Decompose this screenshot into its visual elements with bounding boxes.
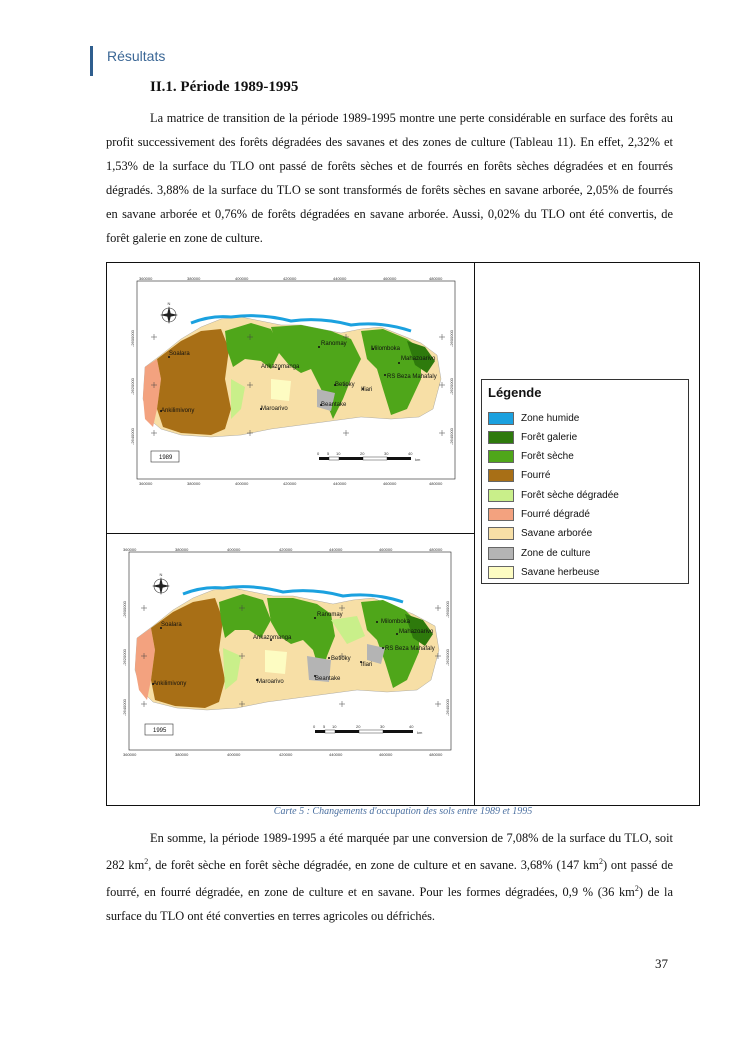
- legend-label: Savane herbeuse: [521, 566, 600, 578]
- place-label: Maroarivo: [261, 406, 288, 412]
- map-legend: [481, 379, 689, 584]
- paragraph-2-text-4: ) de la surface du TLO ont été converties en terres agricoles ou défrichés.: [106, 885, 674, 924]
- scale-bar-icon: [315, 730, 413, 733]
- y-tick: -2600000: [445, 601, 450, 618]
- page-number: 37: [655, 956, 668, 971]
- north-label: N: [167, 301, 171, 306]
- place-label: Betioky: [331, 656, 351, 662]
- x-tick: 420000: [283, 276, 297, 281]
- x-tick: 400000: [235, 276, 249, 281]
- scale-unit: km: [417, 730, 423, 735]
- scale-label: 40: [409, 724, 414, 729]
- legend-swatch: [488, 566, 514, 579]
- scale-label: 5: [323, 724, 326, 729]
- x-tick: 440000: [329, 752, 343, 757]
- place-label: RS Beza Mahafaly: [387, 374, 437, 380]
- place-label: Ranomay: [321, 341, 347, 347]
- legend-swatch: [488, 527, 514, 540]
- place-label: Ankilimivony: [161, 408, 195, 414]
- scale-label: 10: [336, 451, 341, 456]
- paragraph-2-text-3: ) ont passé de fourré, en fourré dégradée, en zone de culture et en savane. Pour les formes dégradées, 0,9 % (36 km: [106, 858, 673, 900]
- place-label: Soalara: [169, 351, 190, 357]
- legend-swatch: [488, 450, 514, 463]
- superscript: 2: [598, 857, 603, 866]
- scale-label: 40: [408, 451, 413, 456]
- land-cover-savane-herbeuse: [265, 650, 287, 674]
- figure-divider-vertical: [474, 262, 475, 806]
- place-label: Beantake: [315, 676, 341, 682]
- legend-item: [488, 546, 591, 560]
- legend-label: Fourré: [521, 470, 551, 482]
- scale-label: 30: [380, 724, 385, 729]
- scale-unit: km: [415, 457, 421, 462]
- land-cover-savane-herbeuse: [271, 379, 291, 401]
- legend-label: Zone de culture: [521, 547, 591, 559]
- x-tick: 460000: [383, 481, 397, 486]
- x-tick: 460000: [383, 276, 397, 281]
- y-tick: -2600000: [122, 601, 127, 618]
- place-label: Betioky: [335, 382, 355, 388]
- superscript: 2: [144, 857, 149, 866]
- scale-label: 5: [327, 451, 330, 456]
- place-label: Milomboka: [371, 346, 401, 352]
- x-tick: 460000: [379, 547, 393, 552]
- y-tick: -2640000: [445, 699, 450, 716]
- x-tick: 360000: [139, 481, 153, 486]
- paragraph-2: [106, 826, 673, 928]
- scale-label: 10: [332, 724, 337, 729]
- place-label: Ifiari: [361, 387, 373, 393]
- place-label: Maroarivo: [257, 679, 284, 685]
- legend-item: [488, 565, 599, 579]
- x-tick: 480000: [429, 547, 443, 552]
- y-tick: -2620000: [122, 649, 127, 666]
- x-tick: 440000: [329, 547, 343, 552]
- legend-swatch: [488, 412, 514, 425]
- scale-label: 0: [317, 451, 320, 456]
- x-tick: 380000: [187, 276, 201, 281]
- map-1989: [121, 269, 465, 491]
- figure-divider-horizontal: [106, 533, 475, 534]
- legend-swatch: [488, 547, 514, 560]
- legend-label: Savane arborée: [521, 528, 593, 540]
- y-tick: -2640000: [130, 428, 135, 445]
- legend-label: Zone humide: [521, 412, 580, 424]
- y-tick: -2600000: [449, 330, 454, 347]
- place-label: Ranomay: [317, 612, 343, 618]
- scale-label: 0: [313, 724, 316, 729]
- place-label: Milomboka: [381, 619, 411, 625]
- section-title: II.1. Période 1989-1995: [150, 79, 299, 95]
- y-tick: -2620000: [130, 378, 135, 395]
- legend-label: Forêt sèche dégradée: [521, 489, 619, 501]
- legend-item: [488, 527, 592, 541]
- y-tick: -2600000: [130, 330, 135, 347]
- header-accent-bar: [90, 46, 93, 76]
- x-tick: 460000: [379, 752, 393, 757]
- place-label: Mahazoarivo: [401, 356, 436, 362]
- legend-label: Forêt galerie: [521, 431, 578, 443]
- x-tick: 480000: [429, 752, 443, 757]
- scale-label: 20: [360, 451, 365, 456]
- y-tick: -2640000: [122, 699, 127, 716]
- x-tick: 360000: [123, 752, 137, 757]
- place-label: Ankazomanga: [261, 364, 300, 370]
- x-tick: 480000: [429, 481, 443, 486]
- legend-item: [488, 488, 619, 502]
- scale-label: 30: [384, 451, 389, 456]
- x-tick: 380000: [175, 547, 189, 552]
- y-tick: -2640000: [449, 428, 454, 445]
- paragraph-1-text: La matrice de transition de la période 1989-1995 montre une perte considérable en surface des forêts au profit successivement des forêts dégradées des savanes et des zones de culture (Tableau 11). En effet, 2,32% et 1,53% de la surface du TLO ont passé de forêts sèches et de fourrés en forêts sèches dégradées et en fourrés dégradés. 3,88% de la surface du TLO se sont transformés de forêts sèches en savane arborée, 2,05% de fourrés en savane arborée et 0,76% de forêts dégradées en savane arborée. Aussi, 0,02% du TLO ont été convertis, de forêt galerie en zone de culture.: [106, 111, 673, 245]
- place-label: Soalara: [161, 622, 182, 628]
- scale-label: 20: [356, 724, 361, 729]
- y-tick: -2620000: [449, 378, 454, 395]
- place-label: Mahazoarivo: [399, 629, 434, 635]
- legend-item: [488, 450, 574, 464]
- x-tick: 420000: [279, 547, 293, 552]
- x-tick: 420000: [279, 752, 293, 757]
- figure-caption: Carte 5 : Changements d'occupation des sols entre 1989 et 1995: [273, 806, 533, 817]
- legend-item: [488, 430, 577, 444]
- legend-swatch: [488, 489, 514, 502]
- superscript: 2: [634, 884, 639, 894]
- y-tick: -2620000: [445, 649, 450, 666]
- x-tick: 380000: [187, 481, 201, 486]
- x-tick: 400000: [227, 547, 241, 552]
- scale-bar-icon: [319, 457, 411, 460]
- x-tick: 360000: [123, 547, 137, 552]
- x-tick: 380000: [175, 752, 189, 757]
- paragraph-2-text-2: , de forêt sèche en forêt sèche dégradée, en zone de culture et en savane. 3,68% (147 km: [148, 858, 599, 873]
- x-tick: 480000: [429, 276, 443, 281]
- x-tick: 440000: [333, 276, 347, 281]
- legend-item: [488, 508, 590, 522]
- paragraph-1: [106, 106, 673, 250]
- x-tick: 400000: [227, 752, 241, 757]
- legend-title: Légende: [488, 385, 542, 400]
- legend-label: Fourré dégradé: [521, 509, 590, 520]
- legend-swatch: [488, 508, 514, 521]
- legend-swatch: [488, 431, 514, 444]
- paragraph-2-text-1: En somme, la période 1989-1995 a été marquée par une conversion de 7,08% de la surface du TLO, soit 282 km: [106, 831, 673, 873]
- legend-swatch: [488, 469, 514, 482]
- place-label: Beantake: [321, 402, 347, 408]
- map-year-label: 1995: [153, 728, 167, 734]
- north-label: N: [159, 572, 163, 577]
- place-label: Ifiari: [361, 662, 373, 668]
- x-tick: 360000: [139, 276, 153, 281]
- x-tick: 440000: [333, 481, 347, 486]
- legend-item: [488, 469, 550, 483]
- x-tick: 400000: [235, 481, 249, 486]
- place-label: RS Beza Mahafaly: [385, 646, 435, 652]
- x-tick: 420000: [283, 481, 297, 486]
- chapter-header: Résultats: [107, 48, 166, 64]
- map-1995: [117, 540, 461, 762]
- place-label: Ankazomanga: [253, 635, 292, 641]
- legend-label: Forêt sèche: [521, 451, 574, 463]
- place-label: Ankilimivony: [153, 681, 187, 687]
- legend-item: [488, 411, 579, 425]
- map-year-label: 1989: [159, 455, 173, 461]
